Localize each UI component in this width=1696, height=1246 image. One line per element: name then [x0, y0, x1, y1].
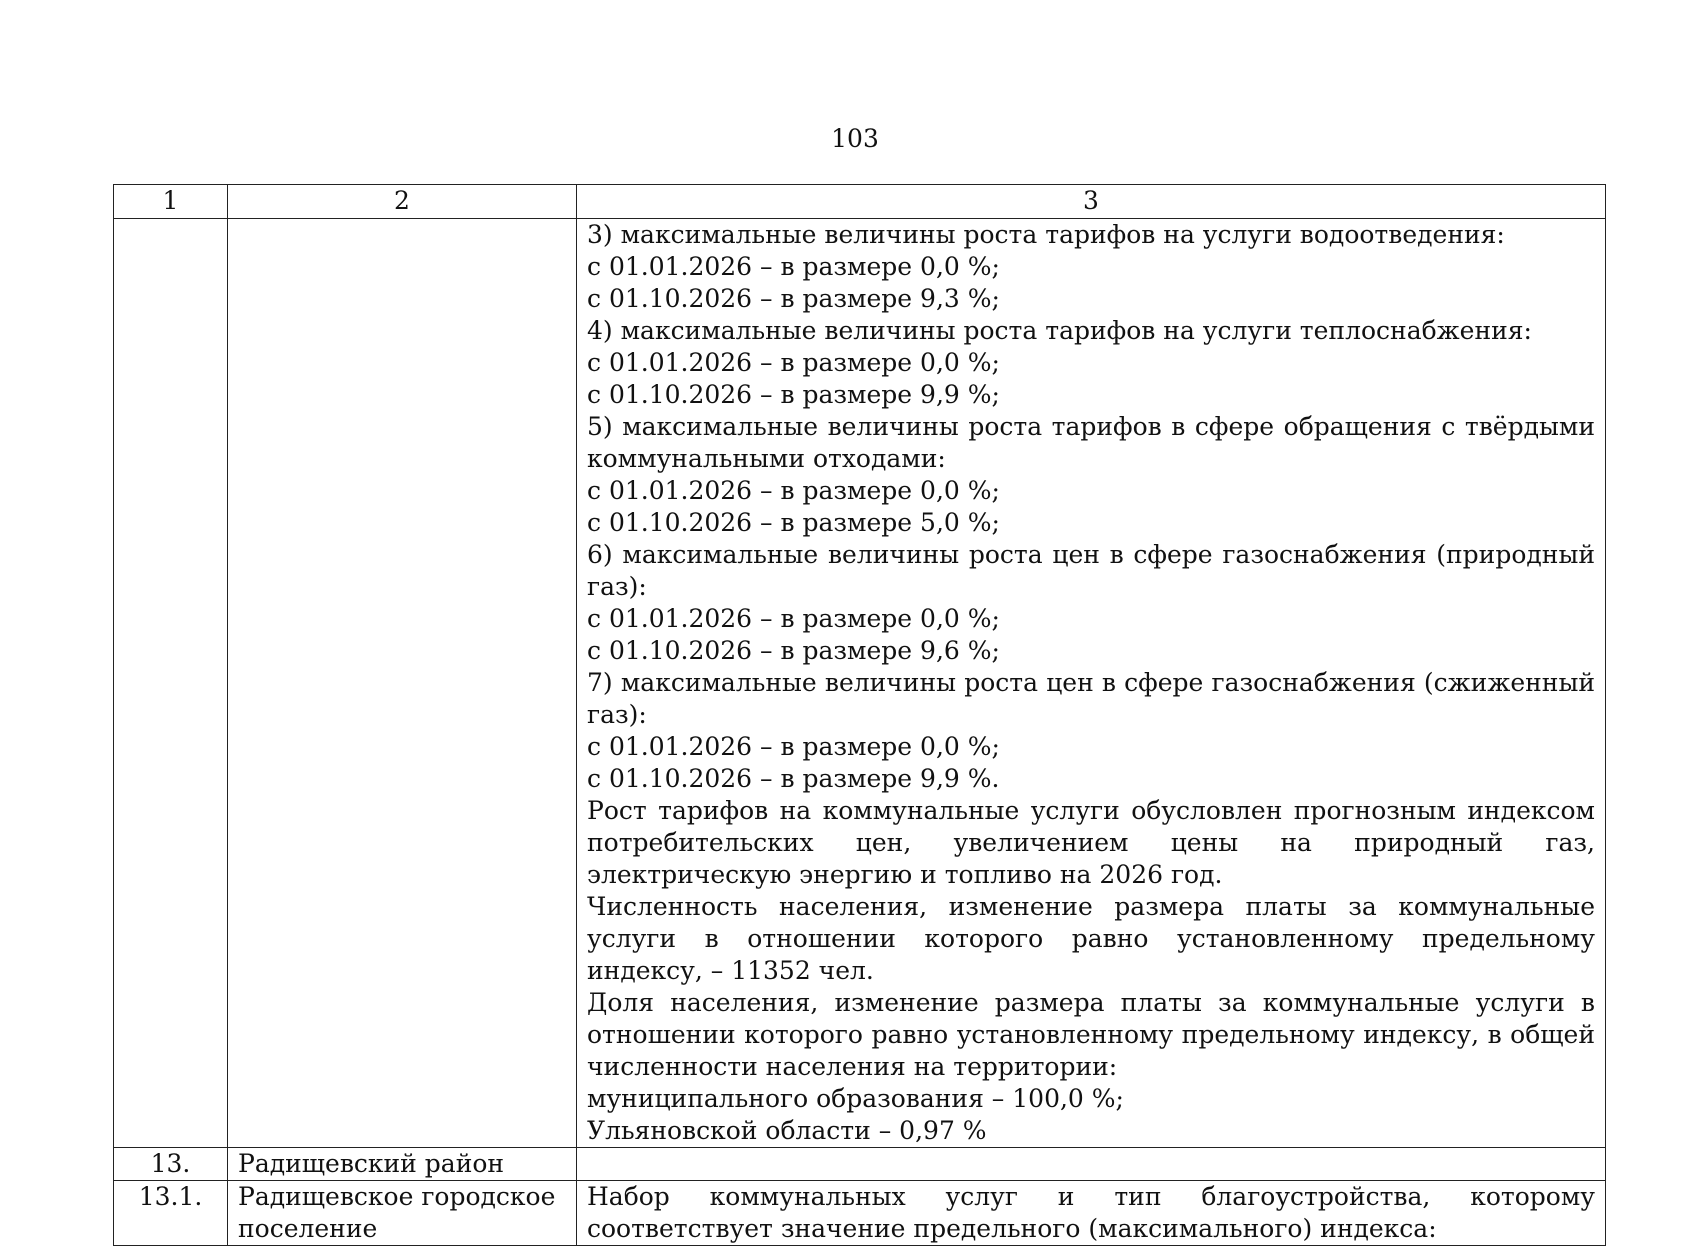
tariff-table — [113, 184, 1606, 1246]
text-line: муниципального образования – 100,0 %; — [587, 1084, 1124, 1113]
text-paragraph: 5) максимальные величины роста тарифов в сфере обращения с твёрдыми коммунальными отходами: — [587, 412, 1595, 473]
text-line: 3) максимальные величины роста тарифов на услуги водоотведения: — [587, 220, 1505, 249]
header-col-2: 2 — [228, 185, 577, 219]
row-content-cell — [577, 1148, 1606, 1181]
text-line: с 01.10.2026 – в размере 9,9 %. — [587, 764, 1000, 793]
text-line: с 01.01.2026 – в размере 0,0 %; — [587, 348, 1000, 377]
row-name-cell: Радищевский район — [228, 1148, 577, 1181]
table-row-13-1 — [114, 1181, 1606, 1246]
text-paragraph: Доля населения, изменение размера платы за коммунальные услуги в отношении которого равно установленному предельному индексу, в общей численности населения на территории: — [587, 988, 1595, 1081]
row-name-cell: Радищевское городское поселение — [228, 1181, 577, 1246]
text-line: 6) максимальные величины роста цен в сфере газоснабжения (природный газ): — [587, 540, 1595, 601]
text-line: с 01.01.2026 – в размере 0,0 %; — [587, 732, 1000, 761]
text-line: с 01.01.2026 – в размере 0,0 %; — [587, 252, 1000, 281]
row-number-cell — [114, 219, 228, 1148]
text-line: Ульяновской области – 0,97 % — [587, 1116, 987, 1145]
text-line: с 01.01.2026 – в размере 0,0 %; — [587, 604, 1000, 633]
row-number-cell: 13. — [114, 1148, 228, 1181]
text-paragraph: Рост тарифов на коммунальные услуги обусловлен прогнозным индексом потребительских цен, увеличением цены на природный газ, электрическую энергию и топливо на 2026 год. — [587, 796, 1595, 889]
text-line: с 01.01.2026 – в размере 0,0 %; — [587, 476, 1000, 505]
text-line: с 01.10.2026 – в размере 9,9 %; — [587, 380, 1000, 409]
text-paragraph: Набор коммунальных услуг и тип благоустройства, которому соответствует значение предельного (максимального) индекса: — [587, 1182, 1595, 1243]
page-number: 103 — [831, 124, 879, 153]
table-row-continued — [114, 219, 1606, 1148]
text-line: с 01.10.2026 – в размере 5,0 %; — [587, 508, 1000, 537]
row-content-cell — [577, 219, 1606, 1148]
header-col-1: 1 — [114, 185, 228, 219]
text-line: с 01.10.2026 – в размере 9,3 %; — [587, 284, 1000, 313]
header-col-3: 3 — [577, 185, 1606, 219]
text-line: с 01.10.2026 – в размере 9,6 %; — [587, 636, 1000, 665]
text-line: 7) максимальные величины роста цен в сфере газоснабжения (сжиженный газ): — [587, 668, 1595, 729]
table-row-13 — [114, 1148, 1606, 1181]
text-paragraph: Численность населения, изменение размера платы за коммунальные услуги в отношении которого равно установленному предельному индексу, – 11352 чел. — [587, 892, 1595, 985]
table-header-row — [114, 185, 1606, 219]
row-name-cell — [228, 219, 577, 1148]
text-line: 4) максимальные величины роста тарифов на услуги теплоснабжения: — [587, 316, 1532, 345]
row-number-cell: 13.1. — [114, 1181, 228, 1246]
row-content-cell — [577, 1181, 1606, 1246]
